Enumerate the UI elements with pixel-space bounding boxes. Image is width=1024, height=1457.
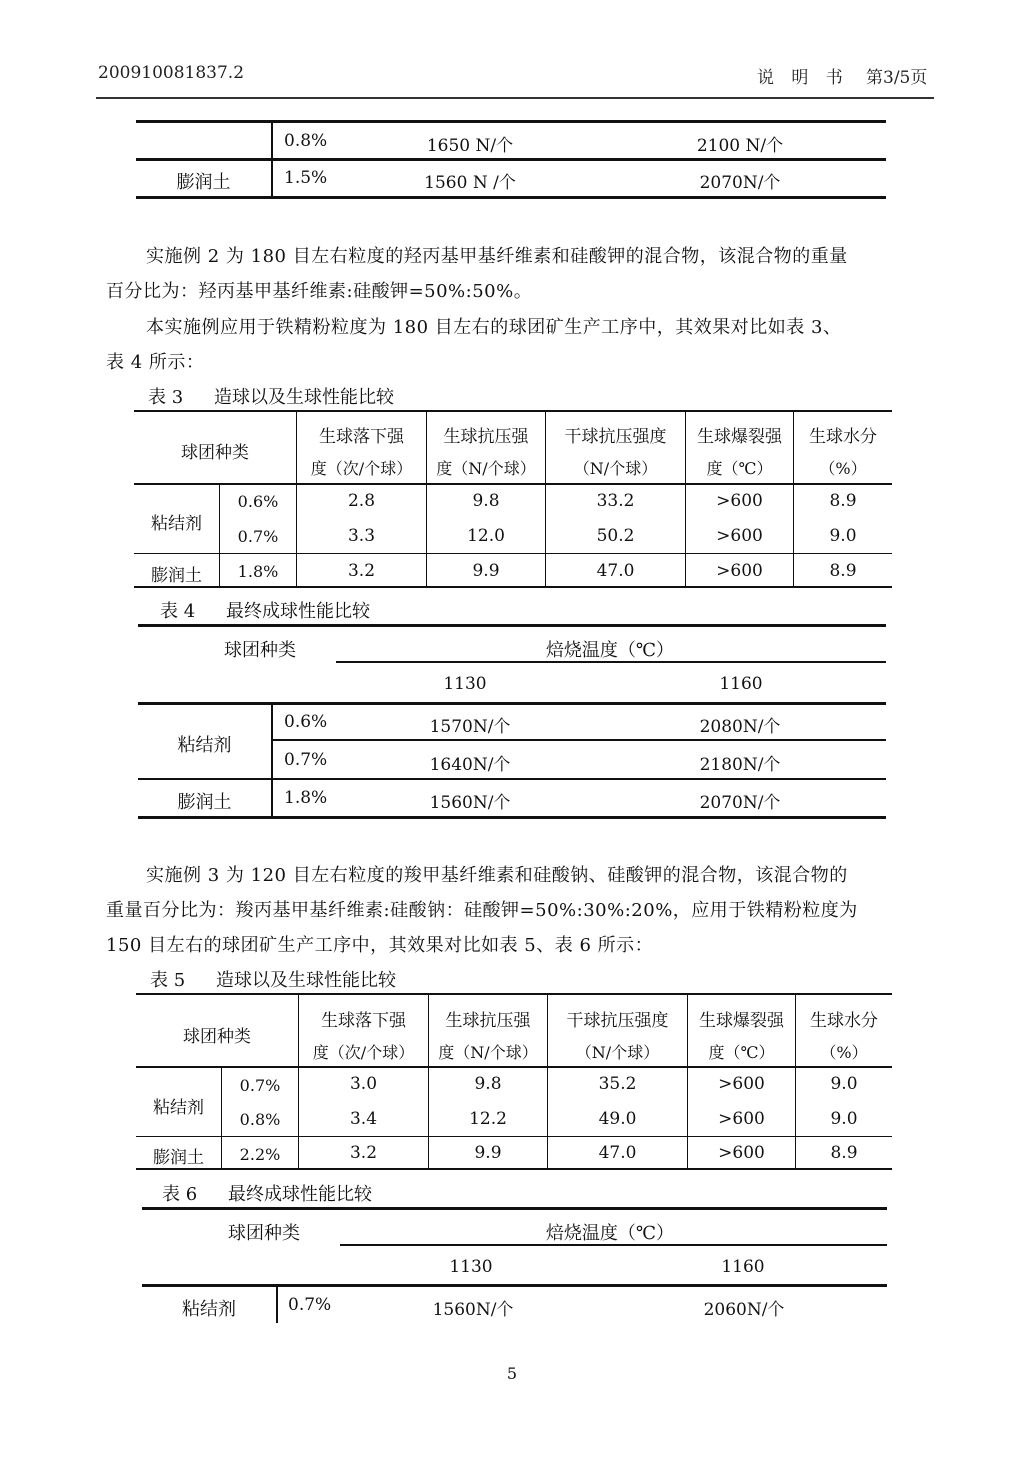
- drop-cell: 3.4: [349, 1109, 378, 1129]
- wet-cell: 9.9: [474, 1143, 502, 1163]
- header-burst-temp-unit: 度（℃）: [708, 1043, 775, 1062]
- value-1160-cell: 2100 N/个: [696, 136, 784, 156]
- moisture-cell: 9.0: [829, 526, 857, 546]
- table-title: 最终成球性能比较: [226, 601, 370, 622]
- value-1160-cell: 2070N/个: [699, 793, 781, 813]
- wet-cell: 12.0: [467, 526, 505, 546]
- value-1160-cell: 2070N/个: [699, 173, 781, 193]
- table-rule: [138, 624, 886, 627]
- table-title: 造球以及生球性能比较: [214, 387, 394, 408]
- value-1130-cell: 1640N/个: [429, 755, 511, 775]
- table-title: 造球以及生球性能比较: [216, 970, 396, 991]
- header-burst-temp: 生球爆裂强: [697, 427, 782, 447]
- dry-cell: 35.2: [598, 1074, 637, 1094]
- moisture-cell: 9.0: [830, 1109, 858, 1129]
- wet-cell: 9.9: [472, 561, 500, 581]
- table-number: 表 5: [150, 970, 186, 991]
- wet-cell: 12.2: [469, 1109, 507, 1129]
- table-rule: [134, 553, 892, 554]
- header-type: 球团种类: [224, 640, 296, 661]
- header-temperature: 焙烧温度（℃）: [545, 640, 675, 661]
- pct-cell: 0.7%: [288, 1295, 332, 1315]
- dry-cell: 50.2: [596, 526, 635, 546]
- table-rule: [142, 1207, 887, 1210]
- table-rule: [136, 196, 886, 199]
- pct-cell: 1.5%: [284, 168, 328, 188]
- paragraph-line: 表 4 所示：: [106, 352, 205, 373]
- header-temperature: 焙烧温度（℃）: [545, 1223, 675, 1244]
- header-burst-temp-unit: 度（℃）: [706, 459, 773, 478]
- drop-cell: 2.8: [347, 491, 376, 511]
- paragraph-example-3: [106, 858, 922, 963]
- value-1160-cell: 2060N/个: [703, 1300, 785, 1320]
- paragraph-line: 实施例 2 为 180 目左右粒度的羟丙基甲基纤维素和硅酸钾的混合物，该混合物的重量: [146, 246, 848, 267]
- table-rule: [142, 1284, 887, 1287]
- moisture-cell: 8.9: [829, 561, 857, 581]
- header-wet-strength: 生球抗压强: [443, 427, 529, 447]
- table-rule: [134, 586, 892, 588]
- drop-cell: 3.2: [349, 1143, 378, 1163]
- table-rule: [136, 120, 886, 123]
- header-type: 球团种类: [181, 443, 249, 463]
- table-rule: [134, 410, 892, 412]
- value-1130-cell: 1560N/个: [432, 1300, 514, 1320]
- header-wet-strength-unit: 度（N/个球）: [436, 459, 536, 478]
- type-cell: 膨润土: [153, 1148, 204, 1168]
- table-rule: [271, 739, 886, 741]
- pct-cell: 0.6%: [237, 492, 279, 511]
- burst-cell: >600: [718, 1074, 765, 1094]
- pct-cell: 0.8%: [284, 131, 328, 151]
- drop-cell: 3.0: [349, 1074, 378, 1094]
- pct-cell: 0.7%: [284, 750, 328, 770]
- header-temp-1160: 1160: [719, 674, 763, 694]
- header-wet-strength-unit: 度（N/个球）: [438, 1043, 538, 1062]
- value-1130-cell: 1650 N/个: [426, 136, 514, 156]
- table-rule: [136, 1136, 892, 1137]
- pct-cell: 0.8%: [239, 1110, 281, 1129]
- page-info: 第3/5页: [866, 68, 928, 88]
- table6-caption: [162, 1180, 372, 1206]
- table-divider: [271, 705, 273, 816]
- dry-cell: 33.2: [596, 491, 635, 511]
- dry-cell: 49.0: [598, 1109, 637, 1129]
- header-moisture: 生球水分: [810, 1011, 878, 1031]
- type-cell: 膨润土: [176, 172, 231, 193]
- table-divider: [276, 1287, 278, 1323]
- pct-cell: 1.8%: [284, 788, 328, 808]
- header-drop-strength: 生球落下强: [319, 427, 404, 447]
- table-rule: [136, 1168, 892, 1170]
- header-dry-strength-unit: （N/个球）: [573, 459, 658, 478]
- wet-cell: 9.8: [472, 491, 500, 511]
- pct-cell: 0.7%: [237, 527, 279, 546]
- header-temp-1130: 1130: [449, 1257, 493, 1277]
- table-number: 表 6: [162, 1184, 198, 1205]
- table-rule: [136, 993, 892, 995]
- header-moisture-unit: （%）: [820, 1043, 868, 1062]
- table4-caption: [160, 597, 370, 623]
- wet-cell: 9.8: [474, 1074, 502, 1094]
- value-1130-cell: 1560 N /个: [424, 173, 516, 193]
- value-1160-cell: 2180N/个: [699, 755, 781, 775]
- table-rule: [136, 158, 886, 161]
- header-burst-temp: 生球爆裂强: [699, 1011, 784, 1031]
- drop-cell: 3.2: [347, 561, 376, 581]
- header-drop-strength-unit: 度（次/个球）: [312, 1043, 415, 1062]
- header-temp-1160: 1160: [721, 1257, 765, 1277]
- table-rule: [134, 483, 892, 485]
- header-drop-strength-unit: 度（次/个球）: [310, 459, 413, 478]
- group-binder: 粘结剂: [151, 514, 202, 534]
- paragraph-line: 重量百分比为：羧丙基甲基纤维素:硅酸钠：硅酸钾=50%:30%:20%，应用于铁精粉粒度为: [106, 900, 858, 921]
- paragraph-line: 百分比为：羟丙基甲基纤维素:硅酸钾=50%:50%。: [106, 281, 533, 302]
- header-dry-strength: 干球抗压强度: [566, 1011, 669, 1031]
- burst-cell: >600: [716, 526, 763, 546]
- document-type: 说 明 书: [757, 68, 849, 88]
- pct-cell: 2.2%: [239, 1145, 281, 1164]
- table5-caption: [150, 966, 396, 992]
- moisture-cell: 8.9: [829, 491, 857, 511]
- header-wet-strength: 生球抗压强: [445, 1011, 531, 1031]
- burst-cell: >600: [718, 1109, 765, 1129]
- table-rule: [138, 702, 886, 705]
- table-rule: [136, 1066, 892, 1068]
- header-moisture: 生球水分: [809, 427, 877, 447]
- document-number: 200910081837.2: [98, 63, 245, 83]
- moisture-cell: 8.9: [830, 1143, 858, 1163]
- group-binder: 粘结剂: [177, 735, 232, 756]
- table-rule: [138, 816, 886, 819]
- type-cell: 粘结剂: [182, 1299, 236, 1320]
- pct-cell: 0.6%: [284, 712, 328, 732]
- header-drop-strength: 生球落下强: [321, 1011, 406, 1031]
- paragraph-line: 实施例 3 为 120 目左右粒度的羧甲基纤维素和硅酸钠、硅酸钾的混合物，该混合物的: [146, 865, 848, 886]
- value-1130-cell: 1570N/个: [429, 717, 511, 737]
- header-rule: [96, 97, 934, 99]
- moisture-cell: 9.0: [830, 1074, 858, 1094]
- paragraph-line: 150 目左右的球团矿生产工序中，其效果对比如表 5、表 6 所示：: [106, 935, 654, 956]
- dry-cell: 47.0: [596, 561, 635, 581]
- header-type: 球团种类: [183, 1027, 251, 1047]
- table-number: 表 3: [148, 387, 184, 408]
- table3-caption: [148, 383, 394, 409]
- table-divider: [271, 123, 273, 196]
- paragraph-application: [106, 310, 922, 380]
- paragraph-line: 本实施例应用于铁精粉粒度为 180 目左右的球团矿生产工序中，其效果对比如表 3、: [146, 317, 842, 338]
- header-dry-strength-unit: （N/个球）: [575, 1043, 660, 1062]
- burst-cell: >600: [716, 491, 763, 511]
- table-rule: [138, 778, 886, 780]
- pct-cell: 1.8%: [237, 562, 279, 581]
- header-dry-strength: 干球抗压强度: [564, 427, 667, 447]
- burst-cell: >600: [716, 561, 763, 581]
- page-number: 5: [506, 1364, 518, 1383]
- table-title: 最终成球性能比较: [228, 1184, 372, 1205]
- type-cell: 膨润土: [151, 566, 202, 586]
- burst-cell: >600: [718, 1143, 765, 1163]
- table-number: 表 4: [160, 601, 196, 622]
- value-1160-cell: 2080N/个: [699, 717, 781, 737]
- value-1130-cell: 1560N/个: [429, 793, 511, 813]
- header-moisture-unit: （%）: [819, 459, 867, 478]
- pct-cell: 0.7%: [239, 1076, 281, 1095]
- header-type: 球团种类: [228, 1223, 300, 1244]
- drop-cell: 3.3: [347, 526, 376, 546]
- dry-cell: 47.0: [598, 1143, 637, 1163]
- header-temp-1130: 1130: [443, 674, 487, 694]
- type-cell: 膨润土: [177, 792, 232, 813]
- paragraph-example-2: [106, 239, 922, 309]
- group-binder: 粘结剂: [153, 1098, 204, 1118]
